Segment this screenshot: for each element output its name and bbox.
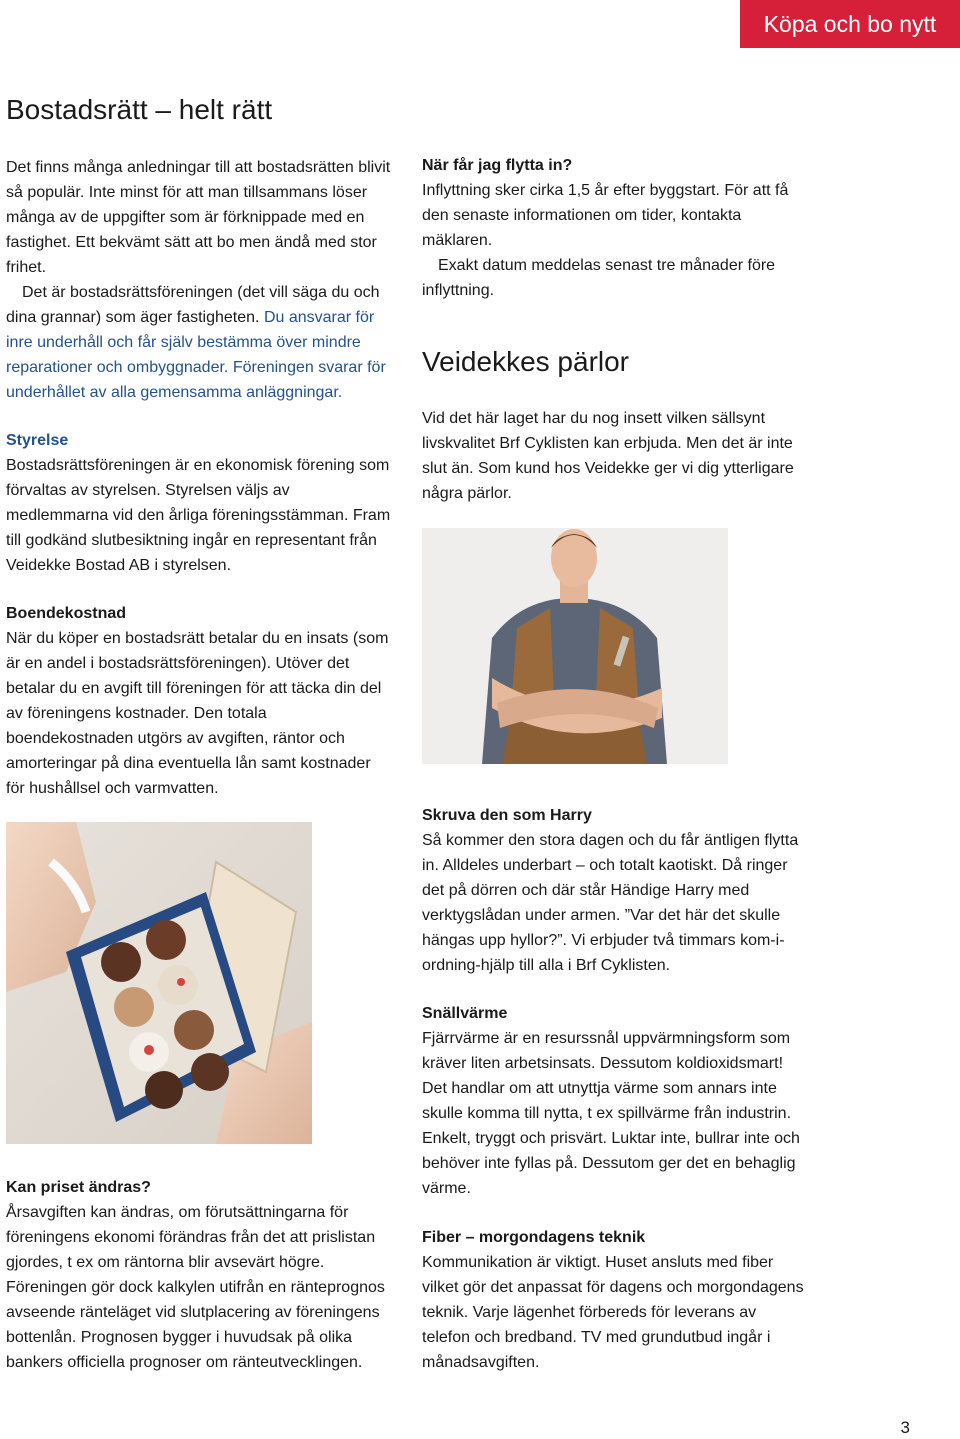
boendekostnad-section xyxy=(6,601,391,801)
priset-section xyxy=(6,1175,391,1375)
snallvarme-section xyxy=(422,1001,807,1201)
flytta-body: Inflyttning sker cirka 1,5 år efter byggstart. För att få den senaste informationen om tider, kontakta mäklaren. xyxy=(422,182,789,249)
styrelse-heading: Styrelse xyxy=(6,432,69,449)
styrelse-body: Bostadsrättsföreningen är en ekonomisk förening som förvaltas av styrelsen. Styrelsen väljs av medlemmarna vid den årliga föreningsstämman. Fram till godkänd slutbesiktning ingår en representant från Veidekke Bostad AB i styrelsen. xyxy=(6,457,391,574)
section-tag: Köpa och bo nytt xyxy=(740,0,960,48)
parlor-heading: Veidekkes pärlor xyxy=(422,346,630,377)
parlor-section xyxy=(422,406,807,506)
fiber-body: Kommunikation är viktigt. Huset ansluts med fiber vilket gör det anpassat för dagens och morgondagens teknik. Varje lägenhet förbereds för leverans av telefon och bredband. TV med grundutbud ingår i månadsavgiften. xyxy=(422,1254,804,1371)
parlor-body: Vid det här laget har du nog insett vilken sällsynt livskvalitet Brf Cyklisten kan erbjuda. Men det är inte slut än. Som kund hos Veidekke ger vi dig ytterligare några pärlor. xyxy=(422,410,794,502)
intro-paragraph-2 xyxy=(6,280,391,405)
harry-heading: Skruva den som Harry xyxy=(422,807,592,824)
boendekostnad-heading: Boendekostnad xyxy=(6,605,127,622)
intro-paragraph-2-end: Du ansvarar för inre underhåll och får själv bestämma över mindre reparationer och ombyggnader. Föreningen svarar för underhållet av alla gemensamma anläggningar. xyxy=(6,309,386,401)
chocolate-box-image xyxy=(6,822,312,1144)
boendekostnad-body: När du köper en bostadsrätt betalar du en insats (som är en andel i bostadsrättsföreningen). Utöver det betalar du en avgift till föreningen för att täcka din del av föreningens kostnader. Den totala boendekostnaden utgörs av avgiften, räntor och amorteringar på dina eventuella lån samt kostnader för hushållsel och varmvatten. xyxy=(6,630,389,797)
flytta-body-2: Exakt datum meddelas senast tre månader före inflyttning. xyxy=(422,257,776,299)
flytta-section xyxy=(422,153,807,303)
snallvarme-body: Fjärrvärme är en resurssnål uppvärmningsform som kräver liten arbetsinsats. Dessutom koldioxidsmart! Det handlar om att utnyttja värme som annars inte skulle komma till nytta, t ex spillvärme från industrin. Enkelt, tryggt och prisvärt. Luktar inte, bullrar inte och behöver inte fyllas på. Dessutom ger det en behaglig värme. xyxy=(422,1030,800,1197)
fiber-heading: Fiber – morgondagens teknik xyxy=(422,1229,646,1246)
priset-body: Årsavgiften kan ändras, om förutsättningarna för föreningens ekonomi förändras från det att prislistan gjordes, t ex om räntorna blir avsevärt högre. Föreningen gör dock kalkylen utifrån en ränteprognos avseende ränteläget vid slutplacering av föreningens bottenlån. Prognosen bygger i huvudsak på olika bankers officiella prognoser om ränteutvecklingen. xyxy=(6,1204,385,1371)
page-title: Bostadsrätt – helt rätt xyxy=(6,94,273,125)
harry-photo xyxy=(422,528,728,764)
intro-paragraph-2-start: Det är bostadsrättsföreningen (det vill säga du och dina grannar) som äger fastigheten. xyxy=(6,284,380,326)
styrelse-section xyxy=(6,428,391,578)
page-number: 3 xyxy=(900,1418,910,1437)
handyman-image xyxy=(422,528,728,764)
intro-paragraph: Det finns många anledningar till att bostadsrätten blivit så populär. Inte minst för att man tillsammans löser många av de uppgifter som är förknippade med en fastighet. Ett bekvämt sätt att bo men ändå med stor frihet. xyxy=(6,159,391,276)
intro-section xyxy=(6,155,391,405)
fiber-section xyxy=(422,1225,807,1375)
snallvarme-heading: Snällvärme xyxy=(422,1005,508,1022)
priset-heading: Kan priset ändras? xyxy=(6,1179,151,1196)
harry-section xyxy=(422,803,807,978)
harry-body: Så kommer den stora dagen och du får äntligen flytta in. Alldeles underbart – och totalt kaotiskt. Då ringer det på dörren och där står Händige Harry med verktygslådan under armen. ”Var det här det skulle hängas upp hyllor?”. Vi erbjuder två timmars kom-i-ordning-hjälp till alla i Brf Cyklisten. xyxy=(422,832,799,974)
flytta-heading: När får jag flytta in? xyxy=(422,157,573,174)
chocolate-box-photo xyxy=(6,822,312,1144)
